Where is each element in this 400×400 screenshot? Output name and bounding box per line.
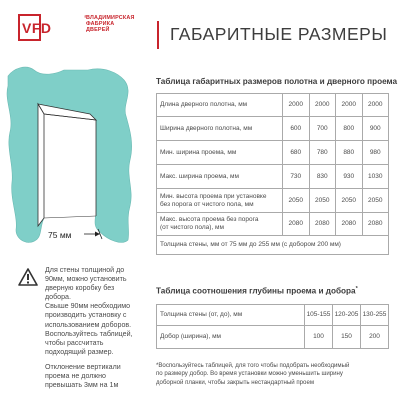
row-label: Мин. ширина проема, мм — [157, 141, 283, 165]
footnote-line: доборной планки, чтобы закрыть нестандартный проем — [156, 378, 315, 386]
jamb-table-title-text: Таблица соотношения глубины проема и добора — [156, 286, 356, 296]
table-row — [157, 305, 389, 326]
cell-value: 2050 — [309, 189, 336, 213]
cell-value: 730 — [283, 165, 310, 189]
table-row — [157, 141, 389, 165]
page-title: ГАБАРИТНЫЕ РАЗМЕРЫ — [170, 24, 388, 44]
cell-value: 780 — [309, 141, 336, 165]
brand-logo — [18, 14, 87, 46]
note-line: проема не должно — [45, 372, 106, 381]
brand-name — [86, 15, 166, 34]
brand-name-line-3: ДВЕРЕЙ — [86, 27, 110, 34]
cell-value: 830 — [309, 165, 336, 189]
dimension-label: 75 мм — [48, 230, 72, 240]
note-deviation-text — [45, 363, 140, 390]
wall-thickness-row: Толщина стены, мм от 75 мм до 255 мм (с добором 200 мм) — [157, 236, 389, 255]
table-row — [157, 213, 389, 236]
note-line: дверную коробку без — [45, 284, 115, 293]
cell-value: 700 — [309, 117, 336, 141]
warning-triangle-icon — [18, 268, 38, 286]
cell-value: 2050 — [336, 189, 363, 213]
row-label: Толщина стены (от, до), мм — [157, 305, 305, 326]
footnote-mark: * — [355, 286, 358, 292]
row-label: Ширина дверного полотна, мм — [157, 117, 283, 141]
jamb-table-title — [156, 286, 358, 296]
note-line: подходящий размер. — [45, 347, 114, 356]
dimensions-table — [156, 93, 389, 255]
note-line: добора. — [45, 293, 71, 302]
cell-value: 980 — [362, 141, 389, 165]
footnote — [156, 362, 388, 387]
row-label: Макс. ширина проема, мм — [157, 165, 283, 189]
note-line: превышать 3мм на 1м — [45, 381, 119, 390]
row-label: Длина дверного полотна, мм — [157, 94, 283, 117]
cell-value: 2080 — [362, 213, 389, 236]
cell-value: 800 — [336, 117, 363, 141]
jamb-table — [156, 304, 389, 349]
cell-value: 2000 — [336, 94, 363, 117]
registered-mark: ® — [84, 14, 87, 19]
cell-value: 120-205 — [333, 305, 361, 326]
table-row — [157, 189, 389, 213]
cell-value: 2080 — [283, 213, 310, 236]
table-row — [157, 236, 389, 255]
door-opening-back — [44, 114, 96, 218]
cell-value: 900 — [362, 117, 389, 141]
cell-value: 200 — [361, 326, 389, 349]
table-row — [157, 165, 389, 189]
row-label: Мин. высота проема при установке без порога от чистого пола, мм — [157, 189, 283, 213]
footnote-line: *Воспользуйтесь таблицей, для того чтобы подобрать необходимый — [156, 362, 350, 369]
cell-value: 930 — [336, 165, 363, 189]
row-label: Макс. высота проема без порога (от чистого пола), мм — [157, 213, 283, 236]
table-row — [157, 117, 389, 141]
door-frame-illustration — [0, 50, 150, 260]
note-line: Свыше 90мм необходимо — [45, 302, 131, 311]
note-line: использованием доборов. — [45, 320, 132, 329]
cell-value: 680 — [283, 141, 310, 165]
cell-value: 2050 — [283, 189, 310, 213]
table-row — [157, 94, 389, 117]
note-line: Отклонение вертикали — [45, 362, 121, 371]
cell-value: 100 — [305, 326, 333, 349]
cell-value: 2050 — [362, 189, 389, 213]
note-line: чтобы рассчитать — [45, 338, 104, 347]
cell-value: 105-155 — [305, 305, 333, 326]
cell-value: 1030 — [362, 165, 389, 189]
cell-value: 150 — [333, 326, 361, 349]
note-line: 90мм, можно установить — [45, 275, 127, 284]
cell-value: 2000 — [362, 94, 389, 117]
cell-value: 130-255 — [361, 305, 389, 326]
cell-value: 2080 — [336, 213, 363, 236]
installation-note — [18, 266, 140, 390]
header-divider — [157, 21, 159, 49]
cell-value: 600 — [283, 117, 310, 141]
note-line: Для стены толщиной до — [45, 266, 125, 274]
cell-value: 2000 — [283, 94, 310, 117]
note-line: Воспользуйтесь таблицей, — [45, 329, 133, 338]
brand-name-line-2: ФАБРИКА — [86, 21, 115, 28]
dimensions-table-title: Таблица габаритных размеров полотна и дверного проема — [156, 77, 398, 86]
logo-mark: VFD — [22, 20, 52, 36]
footnote-line: по размеру добор. Во время установки можно уменьшить ширину — [156, 370, 343, 378]
opening-jamb-left — [38, 104, 44, 226]
cell-value: 880 — [336, 141, 363, 165]
note-main-text — [45, 266, 140, 357]
cell-value: 2080 — [309, 213, 336, 236]
brand-name-line-1: ВЛАДИМИРСКАЯ — [86, 15, 135, 21]
note-line: производить установку с — [45, 311, 127, 320]
row-label: Добор (ширина), мм — [157, 326, 305, 349]
cell-value: 2000 — [309, 94, 336, 117]
table-row — [157, 326, 389, 349]
